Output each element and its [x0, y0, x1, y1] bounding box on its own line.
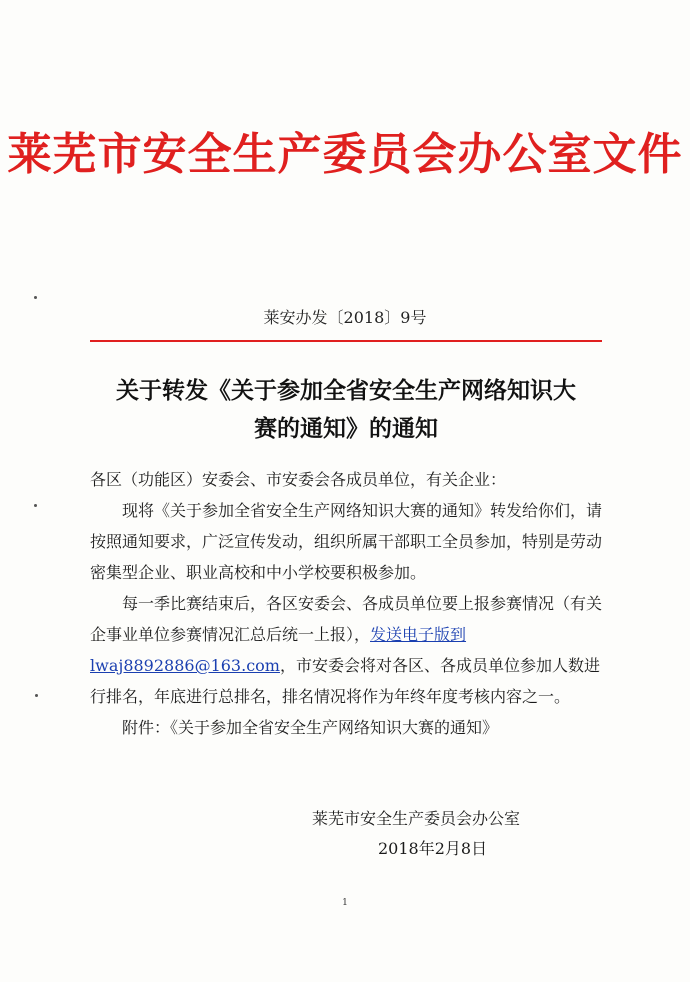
signature-organization: 莱芜市安全生产委员会办公室	[312, 809, 521, 828]
paragraph-2	[90, 588, 605, 712]
signature-date: 2018年2月8日	[378, 839, 488, 858]
notice-body	[90, 464, 605, 743]
scan-speck	[34, 296, 37, 299]
paragraph-2-text-after: ，市安委会将对各区、各成员单位参加人数进行排名，年底进行总排名，排名情况将作为年终年度考核内容之一。	[90, 656, 600, 706]
paragraph-2-text-before: 每一季比赛结束后，各区安委会、各成员单位要上报参赛情况（有关企事业单位参赛情况汇总后统一上报），	[90, 594, 603, 644]
document-header-title: 莱芜市安全生产委员会办公室文件	[7, 129, 683, 180]
notice-title-line-1: 关于转发《关于参加全省安全生产网络知识大	[116, 378, 576, 404]
red-divider-line	[90, 340, 602, 342]
notice-title-line-2: 赛的通知》的通知	[254, 416, 438, 442]
email-link[interactable]: 发送电子版到lwaj8892886@163.com	[90, 625, 467, 675]
signature-block	[312, 804, 520, 864]
page-number: 1	[342, 898, 348, 908]
notice-title	[90, 372, 602, 448]
paragraph-1: 现将《关于参加全省安全生产网络知识大赛的通知》转发给你们，请按照通知要求，广泛宣传发动，组织所属干部职工全员参加，特别是劳动密集型企业、职业高校和中小学校要积极参加。	[90, 501, 603, 582]
salutation: 各区（功能区）安委会、市安委会各成员单位，有关企业：	[90, 470, 507, 489]
attachment-line: 附件：《关于参加全省安全生产网络知识大赛的通知》	[122, 718, 499, 737]
scan-speck	[34, 504, 37, 507]
scan-speck	[35, 694, 38, 697]
document-number: 莱安办发〔2018〕9号	[263, 308, 427, 327]
